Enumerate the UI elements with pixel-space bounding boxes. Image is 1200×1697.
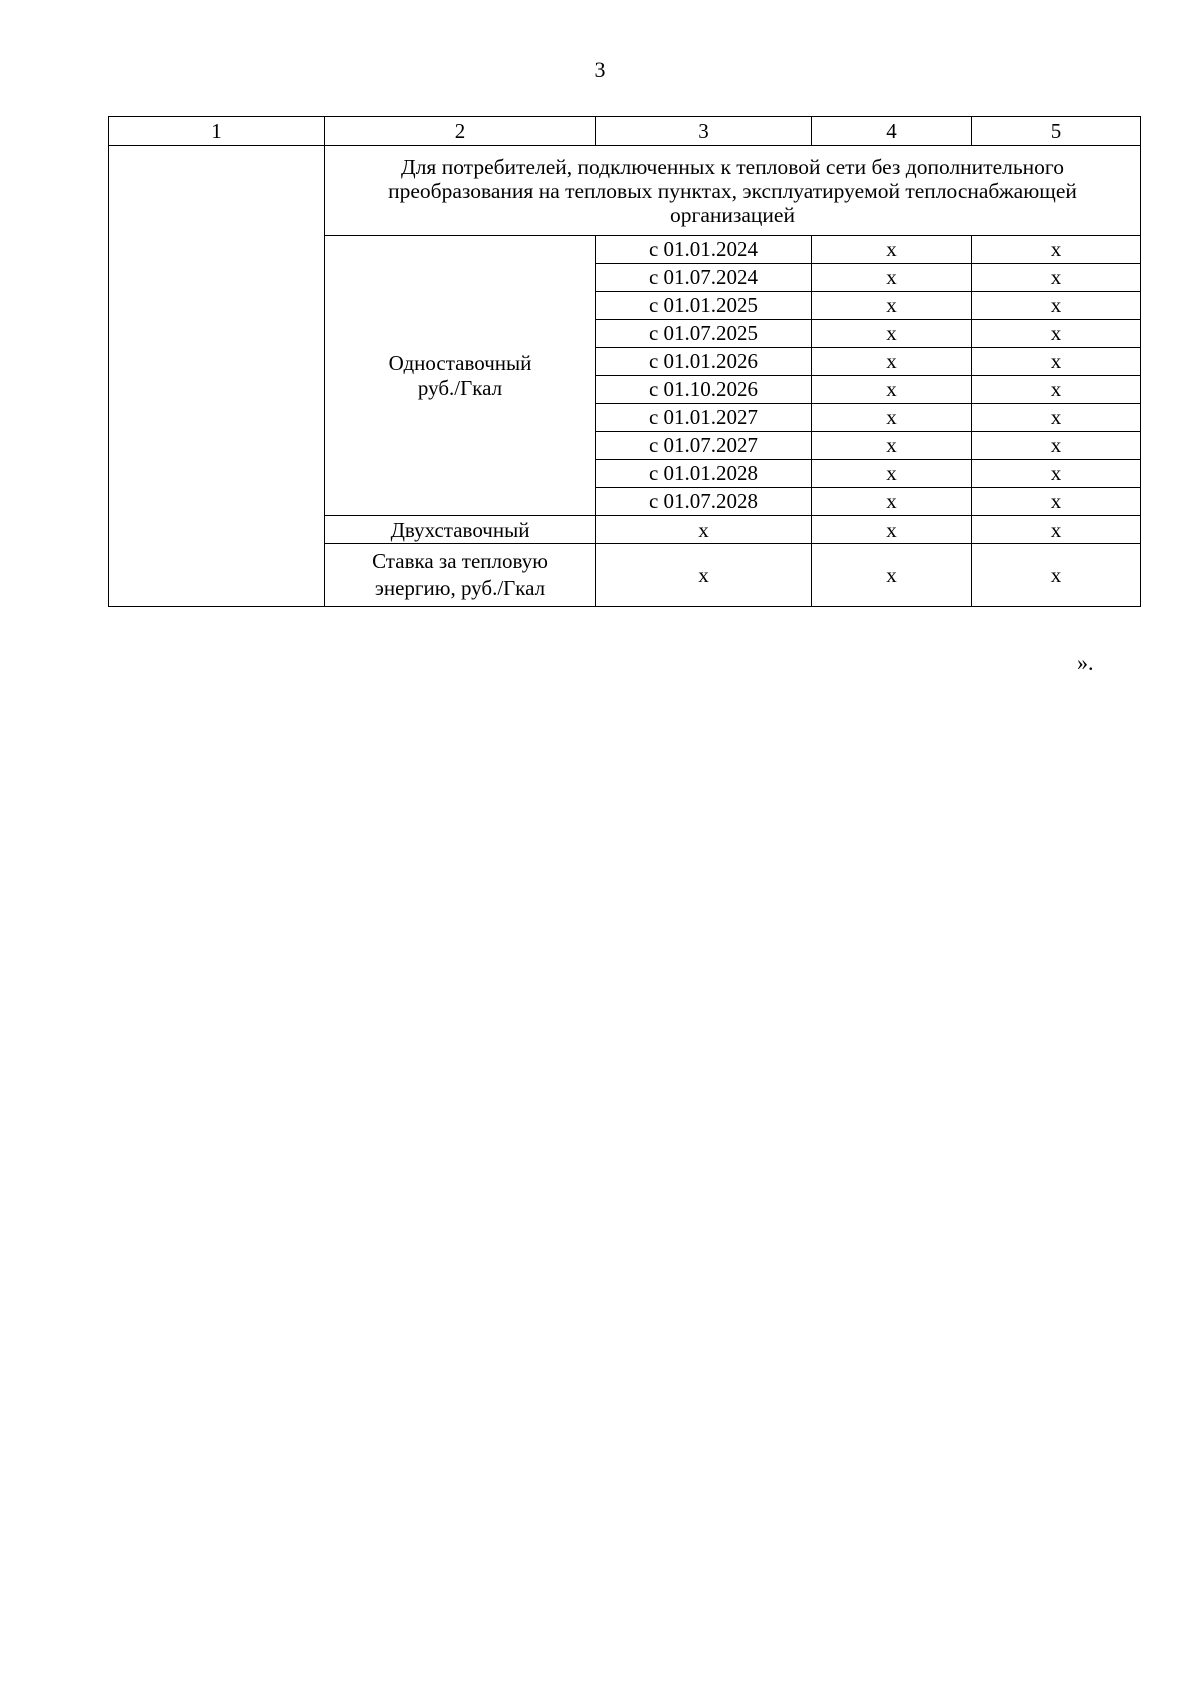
column-number: 4 <box>812 117 972 146</box>
date-cell: с 01.01.2025 <box>596 292 812 320</box>
single-rate-label-line2: руб./Гкал <box>417 375 503 400</box>
date-cell: с 01.01.2028 <box>596 460 812 488</box>
column-number: 5 <box>972 117 1141 146</box>
energy-rate-label-line2: энергию, руб./Гкал <box>374 576 546 600</box>
two-rate-label: Двухставочный <box>325 516 596 544</box>
value-cell: х <box>972 488 1141 516</box>
value-cell: х <box>812 432 972 460</box>
value-cell: х <box>596 544 812 607</box>
empty-first-column-cell <box>109 146 325 607</box>
value-cell: х <box>812 320 972 348</box>
value-cell: х <box>812 460 972 488</box>
value-cell: х <box>972 432 1141 460</box>
date-cell: с 01.07.2024 <box>596 264 812 292</box>
section-heading-row <box>109 146 1141 236</box>
energy-rate-label-line1: Ставка за тепловую <box>372 549 548 573</box>
single-rate-label <box>325 236 596 516</box>
value-cell: х <box>812 236 972 264</box>
column-number: 3 <box>596 117 812 146</box>
value-cell: х <box>812 264 972 292</box>
column-number: 1 <box>109 117 325 146</box>
closing-quote-mark: ». <box>1077 650 1094 675</box>
date-cell: с 01.01.2027 <box>596 404 812 432</box>
energy-rate-label <box>325 544 596 607</box>
value-cell: х <box>812 404 972 432</box>
column-number-row <box>109 117 1141 146</box>
date-cell: с 01.07.2027 <box>596 432 812 460</box>
value-cell: х <box>972 544 1141 607</box>
value-cell: х <box>972 320 1141 348</box>
value-cell: х <box>972 404 1141 432</box>
section-heading: Для потребителей, подключенных к тепловой сети без дополнительного преобразования на тепловых пунктах, эксплуатируемой теплоснабжающей организацией <box>325 146 1141 236</box>
value-cell: х <box>812 488 972 516</box>
date-cell: с 01.10.2026 <box>596 376 812 404</box>
column-number: 2 <box>325 117 596 146</box>
value-cell: х <box>972 292 1141 320</box>
value-cell: х <box>972 460 1141 488</box>
date-cell: с 01.07.2028 <box>596 488 812 516</box>
tariff-table <box>108 116 1141 607</box>
date-cell: с 01.01.2026 <box>596 348 812 376</box>
value-cell: х <box>812 516 972 544</box>
value-cell: х <box>812 292 972 320</box>
value-cell: х <box>972 516 1141 544</box>
value-cell: х <box>972 264 1141 292</box>
date-cell: с 01.07.2025 <box>596 320 812 348</box>
date-cell: с 01.01.2024 <box>596 236 812 264</box>
single-rate-label-line1: Одноставочный <box>388 350 532 375</box>
value-cell: х <box>972 376 1141 404</box>
value-cell: х <box>972 348 1141 376</box>
page-number: 3 <box>594 57 606 82</box>
value-cell: х <box>596 516 812 544</box>
value-cell: х <box>812 376 972 404</box>
value-cell: х <box>812 348 972 376</box>
value-cell: х <box>812 544 972 607</box>
value-cell: х <box>972 236 1141 264</box>
